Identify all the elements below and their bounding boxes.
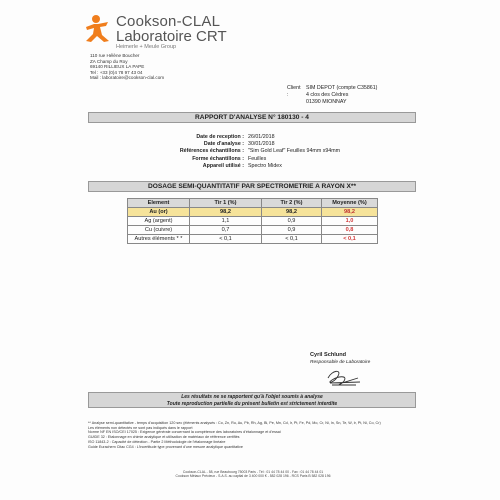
client-label: Client :: [287, 85, 301, 98]
table-row: [128, 235, 378, 244]
column-header: Tir 1 (%): [190, 199, 262, 208]
tir2-cell: 0,9: [262, 226, 322, 235]
mean-cell: 0,8: [322, 226, 378, 235]
legal-line: Toute reproduction partielle du présent bulletin est strictement interdite: [166, 400, 338, 407]
field-key: Appareil utilisé :: [202, 162, 244, 169]
footnote: ** Analyse semi-quantitative - temps d'acquisition 120 sec (éléments analysés : Co, Zn, Ru, Au, Pb, Rh, Ag, Bi, Pe, Mn, Cd, Ir, Pt, Fe, Pd, Mo, Cr, Ni, In, Sn, Te, W, Ir, Pt, Ni, Co, Cr): [88, 421, 381, 425]
tir2-cell: < 0,1: [262, 235, 322, 244]
address-line: 69140 RILLIEUX LA PAPE: [90, 64, 145, 70]
table-header-row: [128, 199, 378, 208]
client-lines: [306, 85, 377, 106]
address-line: Tel : +33 (0)4 78 97 43 04: [90, 69, 143, 75]
column-header: Element: [128, 199, 190, 208]
field-key: Forme échantillons :: [192, 155, 244, 162]
report-title: RAPPORT D'ANALYSE N° 180130 - 4: [88, 112, 416, 123]
tir1-cell: 1,1: [190, 217, 262, 226]
field-key: Date de reception :: [196, 134, 244, 140]
brand-group: Heimerle + Meule Group: [116, 44, 177, 50]
client-line: 4 clos des Cèdres: [306, 92, 349, 98]
column-header: Moyenne (%): [322, 199, 378, 208]
field-key: Date d'analyse :: [203, 141, 244, 148]
element-cell: Cu (cuivre): [128, 226, 190, 235]
table-row: [128, 217, 378, 226]
client-line: 01390 MIONNAY: [306, 99, 347, 105]
table-row: [128, 208, 378, 217]
footnotes: [88, 421, 423, 449]
field-value: Spectro Midex: [248, 162, 282, 169]
footer-line: Cookson-CLAL - 58, rue Beaubourg 75003 Paris - Tél : 01 44 78 44 00 - Fax : 01 44 78 44 01: [182, 470, 324, 474]
legal-line: Les résultats ne se rapportent qu'à l'objet soumis à analyse: [181, 394, 323, 400]
handwritten-signature-icon: [322, 366, 364, 388]
column-header: Tir 2 (%): [262, 199, 322, 208]
client-line: SIM DEPOT (compte C35861): [306, 85, 378, 91]
footnote: ISO 11843-2 : Capacité de détection - Partie 2 Méthodologie de l'étalonnage linéaire: [88, 439, 226, 444]
report-fields: [88, 134, 416, 170]
mean-cell: < 0,1: [322, 235, 378, 244]
field-row: [88, 163, 416, 170]
footnote: Norme NF EN ISO/CEI 17025 : Exigence générale concernant la compétence des laboratoires d'étalonnage et d'essai: [88, 430, 281, 435]
tir1-cell: 0,7: [190, 226, 262, 235]
field-row: [88, 141, 416, 148]
mean-cell: 98,2: [322, 208, 378, 217]
lab-address: [90, 53, 164, 81]
field-row: [88, 156, 416, 163]
element-cell: Au (or): [128, 208, 190, 217]
field-value: Feuilles: [248, 155, 267, 162]
address-line: ZA Champ du Roy: [90, 58, 128, 64]
page-footer: [88, 470, 418, 479]
tir1-cell: 98,2: [190, 208, 262, 217]
dosage-title: DOSAGE SEMI-QUANTITATIF PAR SPECTROMETRIE A RAYON X**: [88, 181, 416, 192]
field-value: 30/01/2018: [248, 141, 275, 148]
footnote: Les éléments non détectés ne sont pas indiqués dans le rapport: [88, 425, 193, 430]
cookson-logo-icon: [82, 13, 112, 43]
element-cell: Autres éléments * *: [128, 235, 190, 244]
footnote: Guide Eurachem Citac CG4 : L'incertitude type provenant d'une mesure analytique quantitative: [88, 444, 243, 449]
table-row: [128, 226, 378, 235]
field-row: [88, 134, 416, 141]
signatory-name: Cyril Schlund: [310, 352, 347, 358]
field-key: Références échantillons :: [179, 148, 244, 155]
signatory-role: Responsable de Laboratoire: [310, 360, 371, 365]
field-value: "Sim Gold Leaf" Feuilles 94mm x94mm: [248, 148, 341, 155]
address-line: 110 rue Hélène Boucher: [90, 53, 140, 58]
footer-line: Cookson Métaux Précieux - S.A.S. au capital de 3 400 000 € - 582 028 196 - RCS Paris B 582 028 196: [175, 474, 331, 479]
tir2-cell: 0,9: [262, 217, 322, 226]
field-value: 26/01/2018: [248, 134, 275, 140]
field-row: [88, 148, 416, 155]
mean-cell: 1,0: [322, 217, 378, 226]
tir1-cell: < 0,1: [190, 235, 262, 244]
legal-notice: [88, 392, 416, 408]
results-table: [127, 198, 378, 244]
footnote: GUIDE 32 : Etalonnage en chimie analytique et utilisation de matériaux de référence certifiés: [88, 435, 240, 440]
element-cell: Ag (argent): [128, 217, 190, 226]
tir2-cell: 98,2: [262, 208, 322, 217]
address-line: Mail : laboratoire@cookson-clal.com: [90, 75, 165, 81]
brand-name: Cookson-CLAL: [116, 13, 221, 30]
brand-lab-name: Laboratoire CRT: [116, 28, 227, 45]
